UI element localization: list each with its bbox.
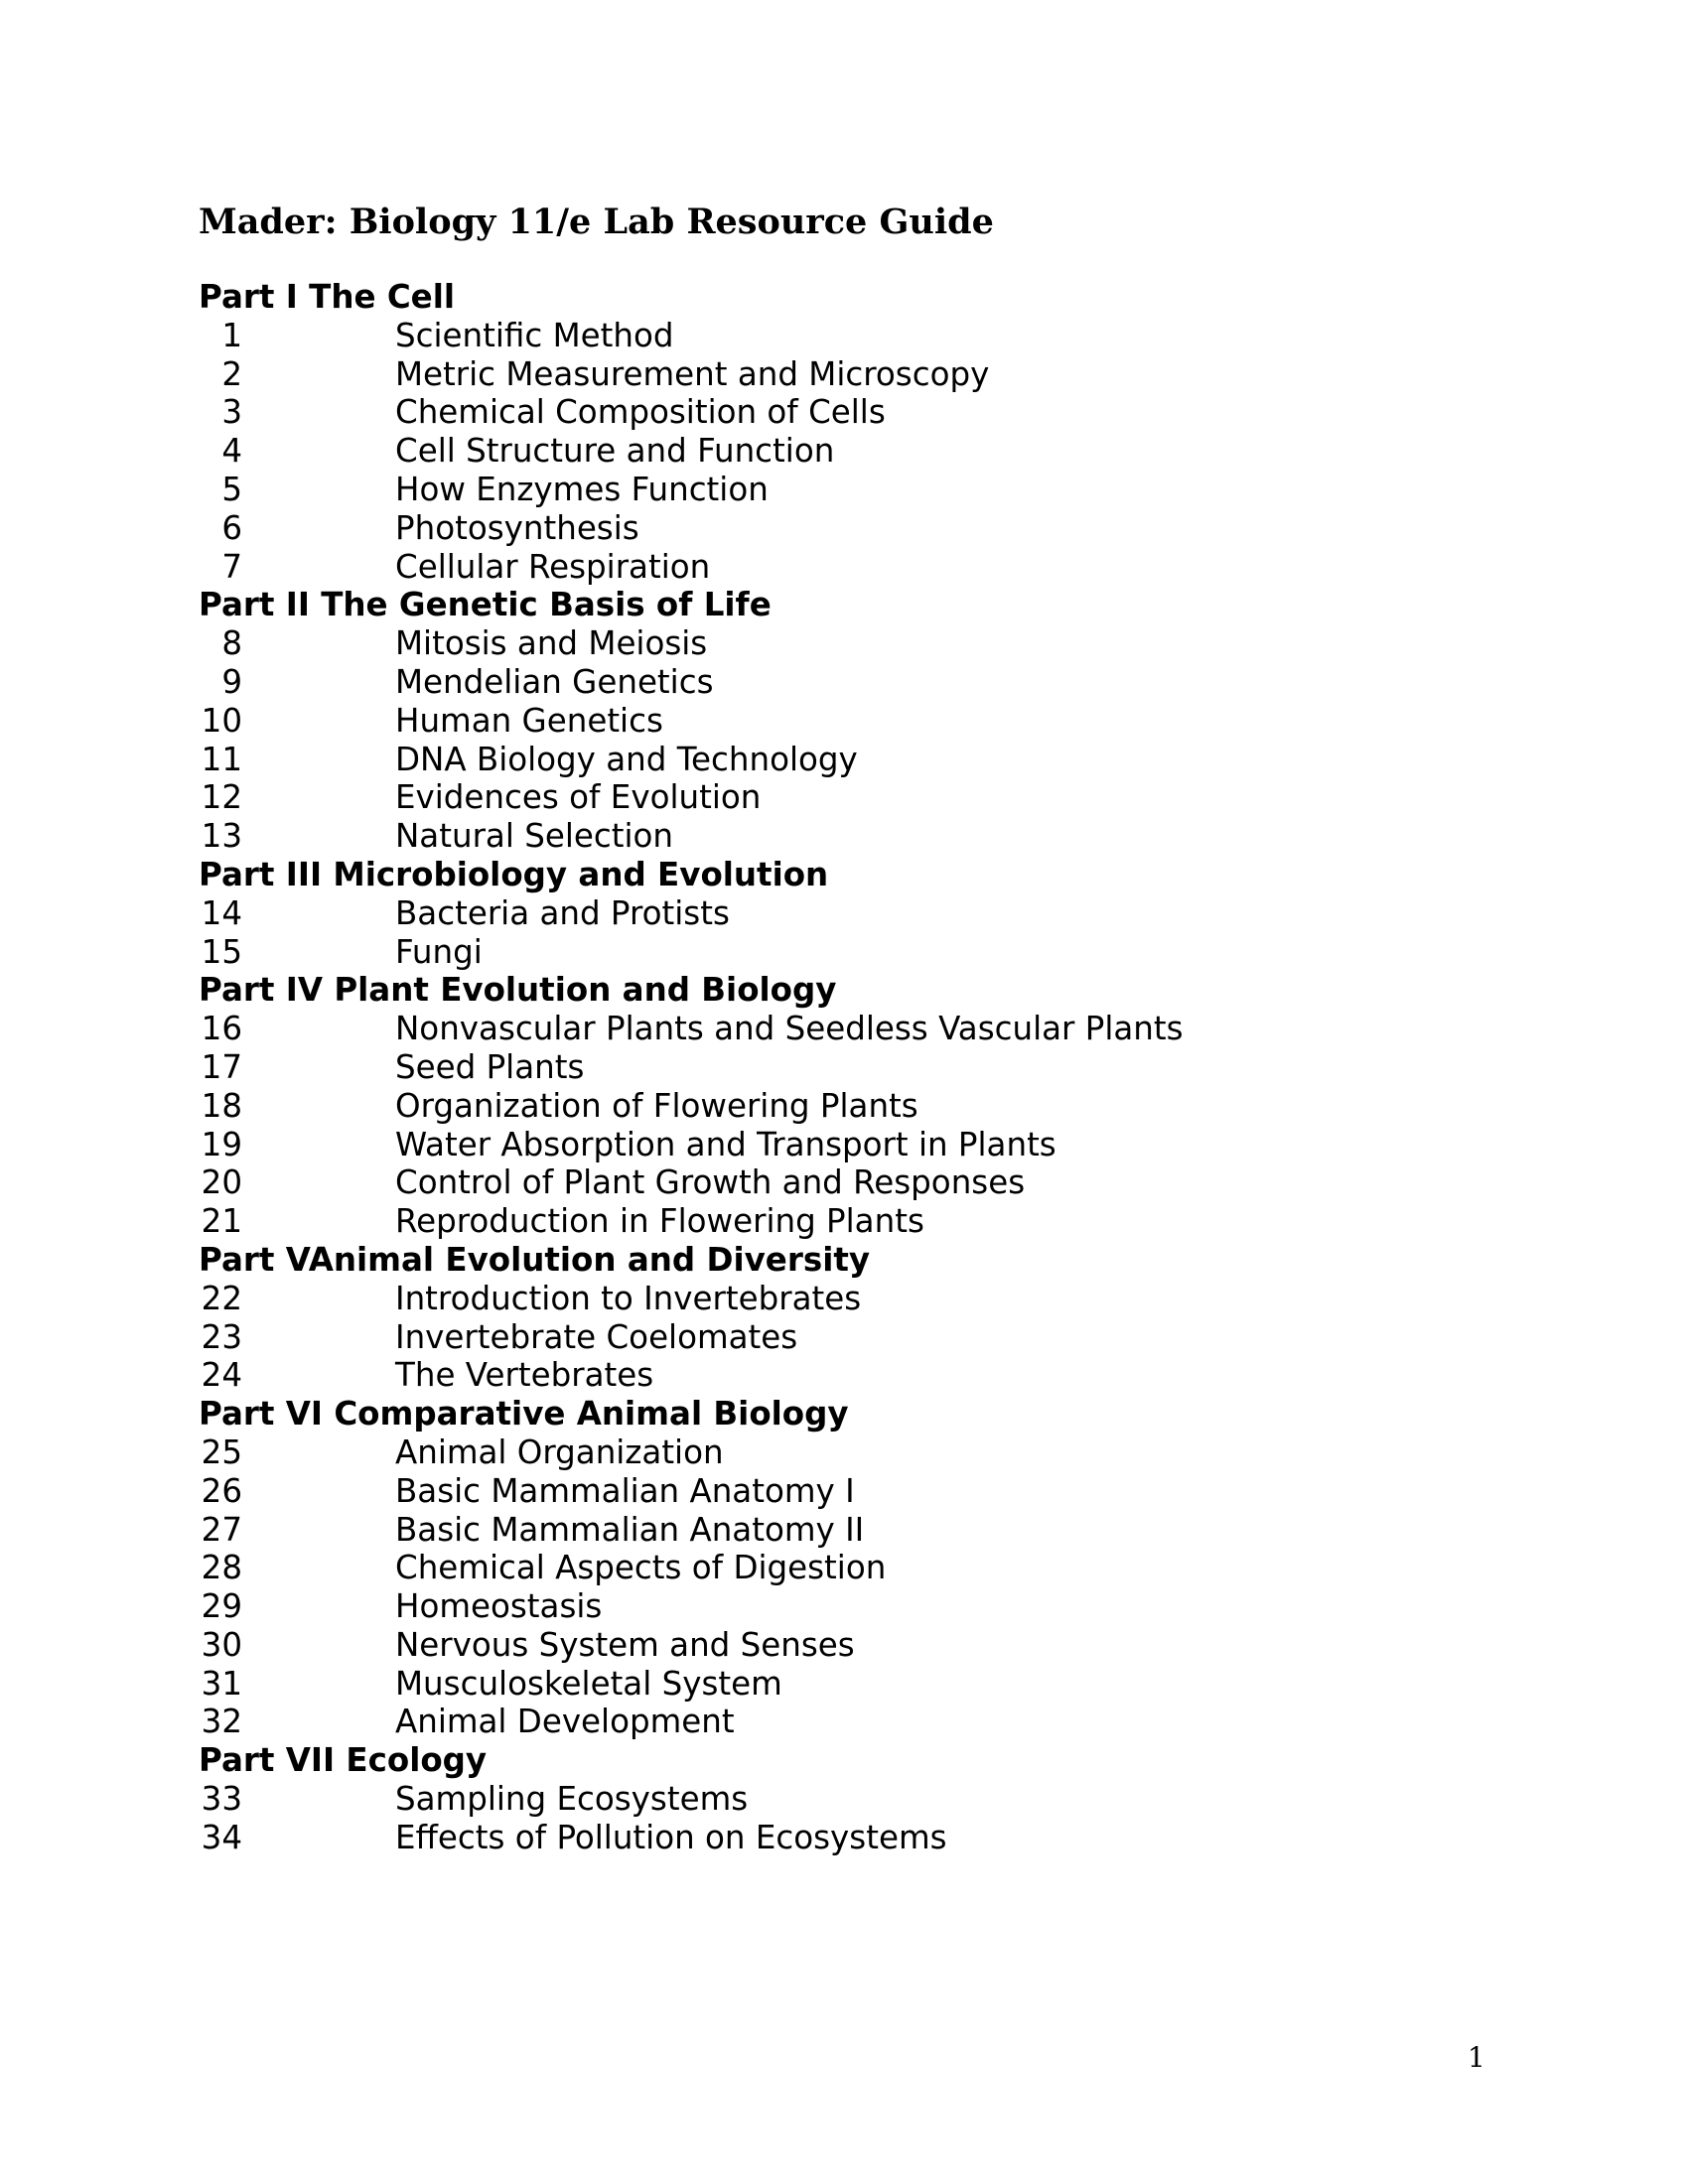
lab-title: Bacteria and Protists [395,893,730,932]
lab-title: Sampling Ecosystems [395,1780,749,1819]
lab-entry [199,1703,1489,1741]
lab-number: 10 [201,701,242,740]
lab-title: Metric Measurement and Microscopy [395,354,990,393]
section-heading [199,856,1489,894]
lab-entry [199,1549,1489,1587]
section-heading-text: Part IV Plant Evolution and Biology [199,971,837,1010]
lab-number: 6 [221,508,242,547]
lab-number: 7 [221,547,242,586]
lab-entry [199,1010,1489,1048]
lab-entry [199,509,1489,548]
lab-entry [199,1126,1489,1164]
section-heading-text: Part III Microbiology and Evolution [199,855,829,893]
lab-title: Chemical Composition of Cells [395,393,886,432]
lab-entry [199,624,1489,663]
lab-number: 31 [201,1664,242,1703]
lab-title: Reproduction in Flowering Plants [395,1202,924,1241]
lab-title: Control of Plant Growth and Responses [395,1163,1026,1202]
lab-number: 17 [201,1047,242,1086]
lab-title: Musculoskeletal System [395,1664,782,1703]
page-title: Mader: Biology 11/e Lab Resource Guide [199,202,994,242]
lab-number: 13 [201,817,242,856]
section-heading-text: Part VI Comparative Animal Biology [199,1395,849,1433]
lab-number: 30 [201,1625,242,1664]
lab-title: Animal Development [395,1703,735,1741]
lab-entry [199,1780,1489,1819]
lab-entry [199,1163,1489,1202]
lab-title: Introduction to Invertebrates [395,1279,862,1317]
section-heading-text: Part VAnimal Evolution and Diversity [199,1240,871,1279]
lab-number: 29 [201,1587,242,1626]
lab-entry [199,432,1489,471]
lab-title: Animal Organization [395,1433,724,1471]
page-number: 1 [1468,2041,1485,2074]
lab-number: 25 [201,1433,242,1471]
lab-number: 18 [201,1086,242,1125]
lab-entry [199,1626,1489,1665]
section-heading [199,1395,1489,1433]
lab-number: 5 [221,470,242,508]
lab-number: 26 [201,1471,242,1510]
lab-entry [199,1356,1489,1395]
lab-title: Cell Structure and Function [395,432,835,471]
lab-title: How Enzymes Function [395,470,769,508]
lab-title: Natural Selection [395,817,673,856]
lab-title: Effects of Pollution on Ecosystems [395,1818,947,1856]
lab-number: 20 [201,1163,242,1202]
lab-entry [199,1472,1489,1511]
lab-title: Homeostasis [395,1587,603,1626]
lab-entry [199,1318,1489,1357]
lab-title: Water Absorption and Transport in Plants [395,1125,1056,1163]
lab-entry [199,471,1489,509]
lab-title: Mitosis and Meiosis [395,624,708,663]
lab-entry [199,1280,1489,1318]
section-heading-text: Part II The Genetic Basis of Life [199,586,772,624]
lab-number: 22 [201,1279,242,1317]
lab-number: 2 [221,354,242,393]
lab-title: Cellular Respiration [395,547,711,586]
section-heading [199,1241,1489,1280]
lab-number: 33 [201,1780,242,1819]
lab-entry [199,393,1489,432]
lab-number: 21 [201,1202,242,1241]
lab-title: Human Genetics [395,701,663,740]
lab-entry [199,317,1489,355]
lab-title: Nonvascular Plants and Seedless Vascular Plants [395,1010,1184,1048]
lab-entry [199,355,1489,394]
lab-entry [199,548,1489,587]
lab-number: 28 [201,1549,242,1587]
lab-entry [199,1819,1489,1857]
lab-entry [199,1048,1489,1087]
lab-entry [199,741,1489,779]
section-heading [199,971,1489,1010]
lab-title: Basic Mammalian Anatomy I [395,1471,855,1510]
lab-title: Seed Plants [395,1047,585,1086]
lab-title: Evidences of Evolution [395,778,762,817]
lab-title: Chemical Aspects of Digestion [395,1549,887,1587]
lab-number: 12 [201,778,242,817]
lab-number: 32 [201,1703,242,1741]
lab-entry [199,663,1489,702]
lab-number: 24 [201,1356,242,1395]
lab-entry [199,1202,1489,1241]
lab-entry [199,894,1489,933]
lab-entry [199,1665,1489,1704]
lab-title: The Vertebrates [395,1356,654,1395]
lab-number: 1 [221,316,242,354]
lab-entry [199,933,1489,972]
lab-title: Photosynthesis [395,508,639,547]
table-of-contents [199,278,1489,1857]
section-heading [199,586,1489,624]
section-heading-text: Part I The Cell [199,278,456,316]
lab-number: 27 [201,1510,242,1549]
lab-title: Scientific Method [395,316,674,354]
lab-title: Mendelian Genetics [395,662,714,701]
lab-number: 11 [201,740,242,778]
lab-entry [199,1511,1489,1550]
lab-entry [199,1587,1489,1626]
section-heading [199,1741,1489,1780]
lab-number: 14 [201,893,242,932]
lab-number: 9 [221,662,242,701]
lab-title: Invertebrate Coelomates [395,1317,798,1356]
lab-number: 16 [201,1010,242,1048]
lab-entry [199,778,1489,817]
lab-title: Basic Mammalian Anatomy II [395,1510,865,1549]
lab-entry [199,1087,1489,1126]
lab-number: 15 [201,932,242,971]
lab-entry [199,1433,1489,1472]
lab-number: 34 [201,1818,242,1856]
lab-number: 23 [201,1317,242,1356]
lab-number: 4 [221,432,242,471]
section-heading-text: Part VII Ecology [199,1741,488,1780]
lab-entry [199,702,1489,741]
lab-title: Nervous System and Senses [395,1625,855,1664]
lab-title: DNA Biology and Technology [395,740,858,778]
lab-number: 8 [221,624,242,663]
section-heading [199,278,1489,317]
lab-number: 3 [221,393,242,432]
lab-title: Fungi [395,932,483,971]
lab-entry [199,817,1489,856]
lab-number: 19 [201,1125,242,1163]
lab-title: Organization of Flowering Plants [395,1086,918,1125]
